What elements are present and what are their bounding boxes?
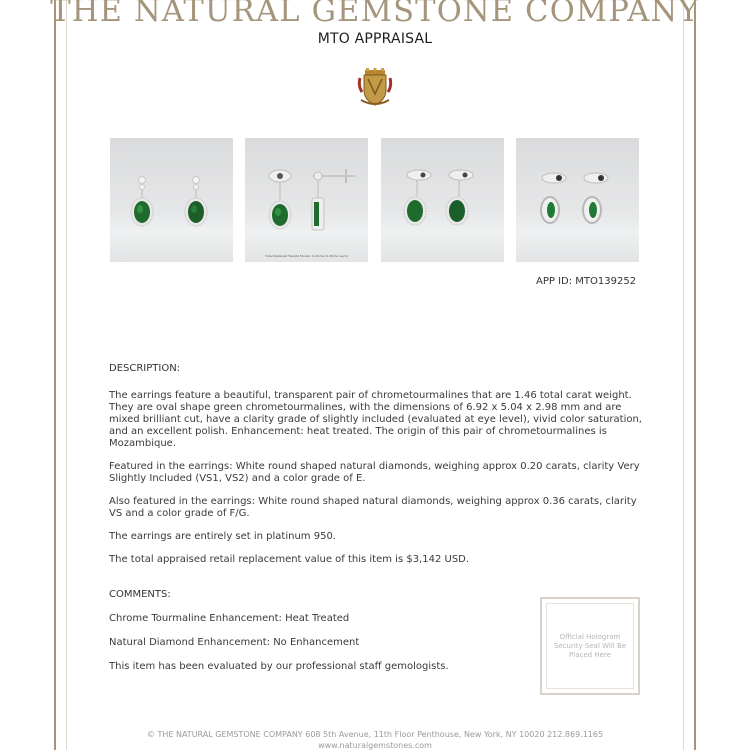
hologram-seal-placeholder [540, 597, 640, 695]
comment-line: Natural Diamond Enhancement: No Enhancement [109, 637, 360, 648]
app-id: APP ID: MTO139252 [536, 276, 637, 287]
product-photo-2[interactable] [245, 138, 368, 262]
product-photo-3[interactable] [381, 138, 504, 262]
appraised-value: The total appraised retail replacement value of this item is $3,142 USD. [109, 554, 470, 565]
product-photo-4[interactable] [516, 138, 639, 262]
product-photo-1[interactable] [110, 138, 233, 262]
page-border-right-outer [694, 0, 696, 750]
seal-text: Official Hologram Security Seal Will Be Placed Here [553, 632, 627, 659]
description-paragraph: The earrings feature a beautiful, transparent pair of chrometourmalines that are 1.46 total carat weight. They are oval shape green chrometourmalines, with the dimensions of 6.92 x 5.04 x 2.98 mm and are mixed brilliant cut, have a clarity grade of slightly included (evaluated at eye level), vivid color saturation, and an excellent polish. Enhancement: heat treated. The origin of this pair of chrometourmalines is Mozambique. [109, 390, 642, 449]
footer [0, 729, 750, 750]
product-photo-gallery [110, 138, 640, 262]
comment-line: This item has been evaluated by our professional staff gemologists. [109, 661, 449, 672]
page-border-right-inner [683, 0, 684, 750]
earrings-angled-view-icon [381, 138, 504, 262]
earrings-back-view-icon [516, 138, 639, 262]
description-paragraph: Also featured in the earrings: White round shaped natural diamonds, weighing approx 0.36 carats, clarity VS and a color grade of F/G. [109, 496, 637, 519]
company-crest-icon [357, 68, 393, 108]
company-name: THE NATURAL GEMSTONE COMPANY [50, 0, 700, 29]
description-paragraph: The earrings are entirely set in platinum 950. [109, 531, 336, 542]
page-border-left-outer [54, 0, 56, 750]
footer-address: © THE NATURAL GEMSTONE COMPANY 608 5th Avenue, 11th Floor Penthouse, New York, NY 10020 212.869.1165 [146, 730, 604, 739]
description-paragraph: Featured in the earrings: White round shaped natural diamonds, weighing approx 0.20 carats, clarity Very Slightly Included (VS1, VS2) and a color grade of E. [109, 461, 640, 484]
comment-line: Chrome Tourmaline Enhancement: Heat Treated [109, 613, 350, 624]
footer-website-link[interactable]: www.naturalgemstones.com [318, 741, 432, 750]
photo-caption: Total Diamond Weight Shown: 0.20ctw (0.36ctw each) [265, 254, 348, 258]
comments-heading: COMMENTS: [109, 589, 171, 600]
document-title: MTO APPRAISAL [317, 31, 433, 47]
description-heading: DESCRIPTION: [109, 363, 181, 374]
earrings-profile-view-icon [245, 138, 368, 262]
page-border-left-inner [66, 0, 67, 750]
earrings-front-view-icon [110, 138, 233, 262]
